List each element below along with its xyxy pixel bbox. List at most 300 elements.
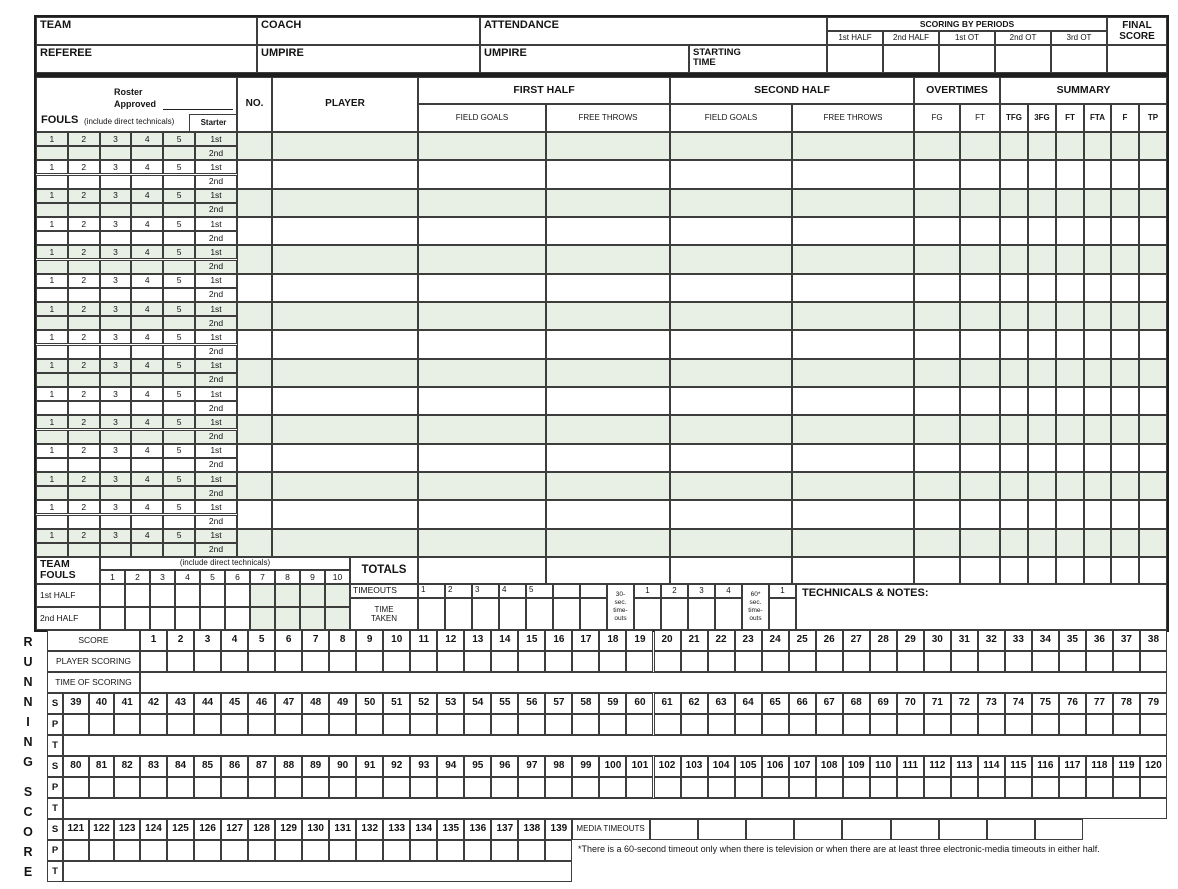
fta-cell bbox=[1084, 444, 1111, 472]
foul-number-cell: 5 bbox=[163, 160, 195, 174]
foul-number-cell bbox=[163, 543, 195, 557]
foul-number-cell: 1 bbox=[36, 359, 68, 373]
player-scoring-cell bbox=[275, 777, 302, 798]
player-scoring-cell bbox=[437, 840, 464, 861]
starter-row-label: 1st bbox=[195, 500, 237, 514]
fh-fg-cell bbox=[418, 415, 546, 443]
running-score-number: 130 bbox=[302, 819, 329, 840]
foul-number-cell bbox=[68, 430, 100, 444]
sh-ft-cell bbox=[792, 359, 914, 387]
ft-cell bbox=[1056, 529, 1084, 557]
ot-ft-cell bbox=[960, 245, 1000, 273]
thirty-sec-timeouts-label: 30- sec. time- outs bbox=[607, 584, 634, 630]
time-of-scoring-row bbox=[63, 861, 572, 882]
running-score-number: 7 bbox=[302, 630, 329, 651]
player-scoring-cell bbox=[302, 777, 329, 798]
umpire1-field: UMPIRE bbox=[257, 45, 480, 73]
player-scoring-cell bbox=[545, 714, 572, 735]
time-of-scoring-row bbox=[63, 798, 1167, 819]
team-fouls-half-label: 2nd HALF bbox=[36, 607, 100, 630]
running-score-number: 114 bbox=[978, 756, 1005, 777]
foul-number-cell: 2 bbox=[68, 302, 100, 316]
foul-number-cell bbox=[36, 203, 68, 217]
fta-cell bbox=[1084, 217, 1111, 245]
tp-header: TP bbox=[1139, 104, 1167, 132]
running-score-number: 109 bbox=[843, 756, 870, 777]
tfg-header: TFG bbox=[1000, 104, 1028, 132]
running-score-number: 30 bbox=[924, 630, 951, 651]
foul-number-cell bbox=[100, 260, 132, 274]
totals-tp-cell bbox=[1139, 557, 1167, 584]
running-score-number: 127 bbox=[221, 819, 248, 840]
timeout-time-cell bbox=[526, 598, 553, 630]
player-cell bbox=[272, 274, 418, 302]
foul-number-cell bbox=[36, 175, 68, 189]
running-score-number: 129 bbox=[275, 819, 302, 840]
running-score-number: 59 bbox=[599, 693, 626, 714]
totals-fh-ft-cell bbox=[546, 557, 670, 584]
fh-fg-cell bbox=[418, 472, 546, 500]
sixty-sec-time-cell bbox=[769, 598, 796, 630]
running-score-number: 98 bbox=[545, 756, 572, 777]
player-scoring-cell bbox=[681, 777, 708, 798]
player-scoring-cell bbox=[1113, 777, 1140, 798]
running-score-number: 16 bbox=[545, 630, 572, 651]
ft-cell bbox=[1056, 189, 1084, 217]
player-scoring-cell bbox=[275, 651, 302, 672]
player-cell bbox=[272, 160, 418, 188]
fta-cell bbox=[1084, 472, 1111, 500]
ot-ft-cell bbox=[960, 217, 1000, 245]
team-fouls-cell bbox=[300, 607, 325, 630]
foul-number-cell bbox=[36, 146, 68, 160]
running-score-number: 31 bbox=[951, 630, 978, 651]
player-scoring-cell bbox=[167, 777, 194, 798]
running-score-number: 72 bbox=[951, 693, 978, 714]
tfg-cell bbox=[1000, 500, 1028, 528]
foul-number-cell: 3 bbox=[100, 189, 132, 203]
running-score-number: 74 bbox=[1005, 693, 1032, 714]
running-score-number: 25 bbox=[789, 630, 816, 651]
starter-row-label: 2nd bbox=[195, 458, 237, 472]
tp-cell bbox=[1139, 444, 1167, 472]
player-scoring-cell bbox=[1005, 714, 1032, 735]
running-score-number: 54 bbox=[464, 693, 491, 714]
running-score-number: 83 bbox=[140, 756, 167, 777]
fh-ft-cell bbox=[546, 189, 670, 217]
fh-fg-cell bbox=[418, 444, 546, 472]
starter-row-label: 2nd bbox=[195, 430, 237, 444]
timeouts-label: TIMEOUTS bbox=[350, 584, 418, 598]
player-scoring-cell bbox=[410, 840, 437, 861]
team-fouls-number-header: 6 bbox=[225, 570, 250, 584]
sh-fg-cell bbox=[670, 132, 792, 160]
foul-number-cell: 5 bbox=[163, 274, 195, 288]
team-fouls-title: TEAM FOULS bbox=[36, 557, 100, 584]
running-score-number: 110 bbox=[870, 756, 897, 777]
no-cell bbox=[237, 189, 272, 217]
foul-number-cell bbox=[131, 458, 163, 472]
media-timeout-cell bbox=[987, 819, 1035, 840]
foul-number-cell bbox=[36, 486, 68, 500]
f-cell bbox=[1111, 189, 1139, 217]
foul-number-cell: 4 bbox=[131, 500, 163, 514]
fta-cell bbox=[1084, 500, 1111, 528]
player-scoring-cell bbox=[491, 714, 518, 735]
running-score-number: 97 bbox=[518, 756, 545, 777]
player-scoring-cell bbox=[572, 651, 599, 672]
foul-number-cell: 4 bbox=[131, 189, 163, 203]
foul-number-cell bbox=[100, 146, 132, 160]
team-fouls-cell bbox=[125, 607, 150, 630]
player-scoring-cell bbox=[978, 777, 1005, 798]
foul-number-cell bbox=[36, 288, 68, 302]
player-scoring-cell bbox=[329, 777, 356, 798]
media-timeout-cell bbox=[891, 819, 939, 840]
media-timeout-cell bbox=[746, 819, 794, 840]
foul-number-cell: 4 bbox=[131, 245, 163, 259]
ft-cell bbox=[1056, 500, 1084, 528]
player-scoring-cell bbox=[762, 777, 789, 798]
running-score-number: 3 bbox=[194, 630, 221, 651]
running-score-number: 58 bbox=[572, 693, 599, 714]
fta-cell bbox=[1084, 359, 1111, 387]
foul-number-cell: 2 bbox=[68, 444, 100, 458]
player-scoring-cell bbox=[410, 714, 437, 735]
player-scoring-cell bbox=[302, 840, 329, 861]
running-score-number: 43 bbox=[167, 693, 194, 714]
foul-number-cell bbox=[163, 260, 195, 274]
team-fouls-cell bbox=[125, 584, 150, 607]
foul-number-cell bbox=[163, 175, 195, 189]
team-fouls-cell bbox=[275, 607, 300, 630]
running-score-number: 6 bbox=[275, 630, 302, 651]
team-fouls-cell bbox=[200, 607, 225, 630]
ft-cell bbox=[1056, 444, 1084, 472]
score-row-label: SCORE bbox=[47, 630, 140, 651]
fh-ft-cell bbox=[546, 472, 670, 500]
sh-fg-cell bbox=[670, 302, 792, 330]
fta-header: FTA bbox=[1084, 104, 1111, 132]
ft-cell bbox=[1056, 217, 1084, 245]
foul-number-cell: 2 bbox=[68, 132, 100, 146]
ot-ft-cell bbox=[960, 387, 1000, 415]
starter-row-label: 2nd bbox=[195, 345, 237, 359]
player-scoring-cell bbox=[897, 714, 924, 735]
3fg-cell bbox=[1028, 387, 1056, 415]
player-scoring-cell bbox=[63, 714, 89, 735]
fta-cell bbox=[1084, 415, 1111, 443]
player-scoring-cell bbox=[140, 714, 167, 735]
totals-row bbox=[36, 557, 1167, 584]
running-score-number: 71 bbox=[924, 693, 951, 714]
player-scoring-cell bbox=[114, 777, 140, 798]
player-scoring-cell bbox=[599, 714, 626, 735]
tp-cell bbox=[1139, 359, 1167, 387]
team-fouls-note: (include direct technicals) bbox=[100, 557, 350, 570]
starter-row-label: 2nd bbox=[195, 401, 237, 415]
foul-number-cell bbox=[36, 345, 68, 359]
player-scoring-cell bbox=[599, 777, 626, 798]
thirty-sec-number-cell: 1 bbox=[634, 584, 661, 598]
fh-ft-cell bbox=[546, 217, 670, 245]
team-fouls-number-header: 5 bbox=[200, 570, 225, 584]
3fg-cell bbox=[1028, 529, 1056, 557]
fh-fg-cell bbox=[418, 160, 546, 188]
starter-row-label: 1st bbox=[195, 387, 237, 401]
ot-fg-cell bbox=[914, 359, 960, 387]
ft-cell bbox=[1056, 132, 1084, 160]
running-score-number: 75 bbox=[1032, 693, 1059, 714]
starter-row-label: 1st bbox=[195, 132, 237, 146]
foul-number-cell bbox=[100, 486, 132, 500]
ft-cell bbox=[1056, 415, 1084, 443]
media-timeout-cell bbox=[698, 819, 746, 840]
player-scoring-cell bbox=[1005, 777, 1032, 798]
running-score-number: 92 bbox=[383, 756, 410, 777]
player-scoring-row-label: PLAYER SCORING bbox=[47, 651, 140, 672]
3fg-cell bbox=[1028, 302, 1056, 330]
player-scoring-cell bbox=[626, 651, 653, 672]
sh-fg-cell bbox=[670, 189, 792, 217]
running-score-number: 101 bbox=[626, 756, 653, 777]
no-cell bbox=[237, 132, 272, 160]
player-scoring-cell bbox=[356, 840, 383, 861]
player-scoring-cell bbox=[708, 651, 735, 672]
timeout-number-cell: 2 bbox=[445, 584, 472, 598]
fh-ft-cell bbox=[546, 359, 670, 387]
foul-number-cell bbox=[131, 231, 163, 245]
player-column-header: PLAYER bbox=[272, 77, 418, 132]
foul-number-cell: 5 bbox=[163, 217, 195, 231]
team-fouls-cell bbox=[225, 607, 250, 630]
foul-number-cell: 1 bbox=[36, 387, 68, 401]
tp-cell bbox=[1139, 529, 1167, 557]
running-score-number: 79 bbox=[1140, 693, 1167, 714]
score-2nd-ot-cell bbox=[995, 45, 1051, 73]
running-score-number: 2 bbox=[167, 630, 194, 651]
foul-number-cell: 4 bbox=[131, 415, 163, 429]
running-t-label: T bbox=[47, 798, 63, 819]
player-scoring-cell bbox=[464, 714, 491, 735]
player-scoring-cell bbox=[383, 651, 410, 672]
vertical-letter: G bbox=[23, 755, 33, 769]
running-score-number: 28 bbox=[870, 630, 897, 651]
foul-number-cell bbox=[163, 316, 195, 330]
foul-number-cell: 4 bbox=[131, 330, 163, 344]
sh-ft-cell bbox=[792, 330, 914, 358]
player-scoring-cell bbox=[518, 651, 545, 672]
foul-number-cell: 3 bbox=[100, 274, 132, 288]
sh-fg-cell bbox=[670, 415, 792, 443]
foul-number-cell bbox=[131, 260, 163, 274]
foul-number-cell bbox=[131, 345, 163, 359]
fouls-note: (include direct technicals) bbox=[84, 117, 175, 126]
running-score-number: 106 bbox=[762, 756, 789, 777]
foul-number-cell bbox=[131, 373, 163, 387]
foul-number-cell bbox=[100, 373, 132, 387]
player-scoring-cell bbox=[437, 777, 464, 798]
foul-number-cell bbox=[131, 175, 163, 189]
foul-number-cell bbox=[36, 373, 68, 387]
sh-ft-cell bbox=[792, 274, 914, 302]
ot-fg-cell bbox=[914, 189, 960, 217]
foul-number-cell bbox=[68, 146, 100, 160]
running-score-number: 37 bbox=[1113, 630, 1140, 651]
sh-ft-cell bbox=[792, 189, 914, 217]
foul-number-cell: 2 bbox=[68, 274, 100, 288]
running-score-number: 24 bbox=[762, 630, 789, 651]
time-of-scoring-row-label: TIME OF SCORING bbox=[47, 672, 140, 693]
media-timeout-cell bbox=[794, 819, 842, 840]
player-scoring-cell bbox=[654, 651, 681, 672]
starter-row-label: 1st bbox=[195, 274, 237, 288]
player-scoring-cell bbox=[491, 777, 518, 798]
player-scoring-cell bbox=[329, 840, 356, 861]
vertical-letter: N bbox=[23, 675, 33, 689]
ot-ft-cell bbox=[960, 302, 1000, 330]
tp-cell bbox=[1139, 189, 1167, 217]
starter-row-label: 2nd bbox=[195, 175, 237, 189]
foul-number-cell: 3 bbox=[100, 500, 132, 514]
foul-number-cell bbox=[131, 486, 163, 500]
totals-f-cell bbox=[1111, 557, 1139, 584]
sh-fg-cell bbox=[670, 500, 792, 528]
running-score-number: 68 bbox=[843, 693, 870, 714]
ot-ft-cell bbox=[960, 444, 1000, 472]
player-scoring-cell bbox=[329, 714, 356, 735]
sh-ft-cell bbox=[792, 500, 914, 528]
team-fouls-cell bbox=[300, 584, 325, 607]
running-score-number: 90 bbox=[329, 756, 356, 777]
tp-cell bbox=[1139, 387, 1167, 415]
foul-number-cell: 2 bbox=[68, 330, 100, 344]
tfg-cell bbox=[1000, 444, 1028, 472]
no-cell bbox=[237, 387, 272, 415]
time-of-scoring-row bbox=[63, 735, 1167, 756]
player-scoring-cell bbox=[708, 777, 735, 798]
player-scoring-cell bbox=[545, 777, 572, 798]
foul-number-cell: 3 bbox=[100, 359, 132, 373]
player-scoring-cell bbox=[1032, 777, 1059, 798]
running-score-number: 99 bbox=[572, 756, 599, 777]
no-cell bbox=[237, 330, 272, 358]
foul-number-cell bbox=[163, 345, 195, 359]
foul-number-cell bbox=[100, 345, 132, 359]
foul-number-cell bbox=[131, 430, 163, 444]
thirty-sec-number-cell: 3 bbox=[688, 584, 715, 598]
technicals-notes-box: TECHNICALS & NOTES: bbox=[796, 584, 1167, 630]
running-score-number: 113 bbox=[951, 756, 978, 777]
foul-number-cell bbox=[163, 486, 195, 500]
player-scoring-cell bbox=[248, 840, 275, 861]
player-scoring-cell bbox=[626, 714, 653, 735]
player-cell bbox=[272, 529, 418, 557]
foul-number-cell bbox=[36, 458, 68, 472]
fh-fg-cell bbox=[418, 189, 546, 217]
player-scoring-cell bbox=[572, 777, 599, 798]
totals-ft-cell bbox=[1056, 557, 1084, 584]
sh-fg-cell bbox=[670, 472, 792, 500]
player-cell bbox=[272, 189, 418, 217]
period-2nd-ot-label: 2nd OT bbox=[995, 31, 1051, 45]
tfg-cell bbox=[1000, 330, 1028, 358]
starter-row-label: 2nd bbox=[195, 260, 237, 274]
running-score-number: 80 bbox=[63, 756, 89, 777]
foul-number-cell bbox=[68, 458, 100, 472]
score-1st-ot-cell bbox=[939, 45, 995, 73]
foul-number-cell: 5 bbox=[163, 415, 195, 429]
foul-number-cell: 5 bbox=[163, 472, 195, 486]
running-score-number: 117 bbox=[1059, 756, 1086, 777]
player-scoring-cell bbox=[356, 777, 383, 798]
running-score-number: 89 bbox=[302, 756, 329, 777]
player-cell bbox=[272, 330, 418, 358]
player-scoring-cell bbox=[762, 651, 789, 672]
attendance-field: ATTENDANCE bbox=[480, 17, 827, 45]
running-score-number: 34 bbox=[1032, 630, 1059, 651]
fh-fg-cell bbox=[418, 245, 546, 273]
ot-fg-cell bbox=[914, 415, 960, 443]
timeout-number-cell: 5 bbox=[526, 584, 553, 598]
foul-number-cell: 1 bbox=[36, 444, 68, 458]
f-cell bbox=[1111, 274, 1139, 302]
player-scoring-cell bbox=[167, 651, 194, 672]
f-header: F bbox=[1111, 104, 1139, 132]
foul-number-cell: 2 bbox=[68, 189, 100, 203]
foul-number-cell bbox=[68, 316, 100, 330]
foul-number-cell bbox=[100, 316, 132, 330]
running-score-number: 137 bbox=[491, 819, 518, 840]
fh-fg-cell bbox=[418, 302, 546, 330]
tfg-cell bbox=[1000, 415, 1028, 443]
sh-fg-cell bbox=[670, 160, 792, 188]
ot-fg-cell bbox=[914, 500, 960, 528]
running-score-vertical-label bbox=[21, 632, 35, 882]
player-scoring-cell bbox=[816, 651, 843, 672]
player-scoring-cell bbox=[437, 714, 464, 735]
foul-number-cell bbox=[68, 175, 100, 189]
running-score-number: 123 bbox=[114, 819, 140, 840]
foul-number-cell: 1 bbox=[36, 189, 68, 203]
foul-number-cell: 5 bbox=[163, 245, 195, 259]
player-scoring-cell bbox=[302, 651, 329, 672]
starter-row-label: 2nd bbox=[195, 515, 237, 529]
starter-row-label: 1st bbox=[195, 245, 237, 259]
player-scoring-cell bbox=[221, 714, 248, 735]
team-fouls-cell bbox=[100, 607, 125, 630]
ft-cell bbox=[1056, 245, 1084, 273]
fh-fg-cell bbox=[418, 274, 546, 302]
fh-fg-cell bbox=[418, 359, 546, 387]
fh-ft-cell bbox=[546, 444, 670, 472]
player-scoring-cell bbox=[789, 651, 816, 672]
running-score-number: 128 bbox=[248, 819, 275, 840]
starting-time-text: STARTING TIME bbox=[693, 47, 741, 68]
no-cell bbox=[237, 217, 272, 245]
foul-number-cell: 1 bbox=[36, 132, 68, 146]
running-score-number: 18 bbox=[599, 630, 626, 651]
foul-number-cell: 2 bbox=[68, 217, 100, 231]
3fg-cell bbox=[1028, 472, 1056, 500]
player-scoring-cell bbox=[951, 651, 978, 672]
running-score-number: 121 bbox=[63, 819, 89, 840]
foul-number-cell: 3 bbox=[100, 330, 132, 344]
fta-cell bbox=[1084, 302, 1111, 330]
fh-fg-cell bbox=[418, 330, 546, 358]
ot-fg-cell bbox=[914, 160, 960, 188]
running-score-number: 1 bbox=[140, 630, 167, 651]
